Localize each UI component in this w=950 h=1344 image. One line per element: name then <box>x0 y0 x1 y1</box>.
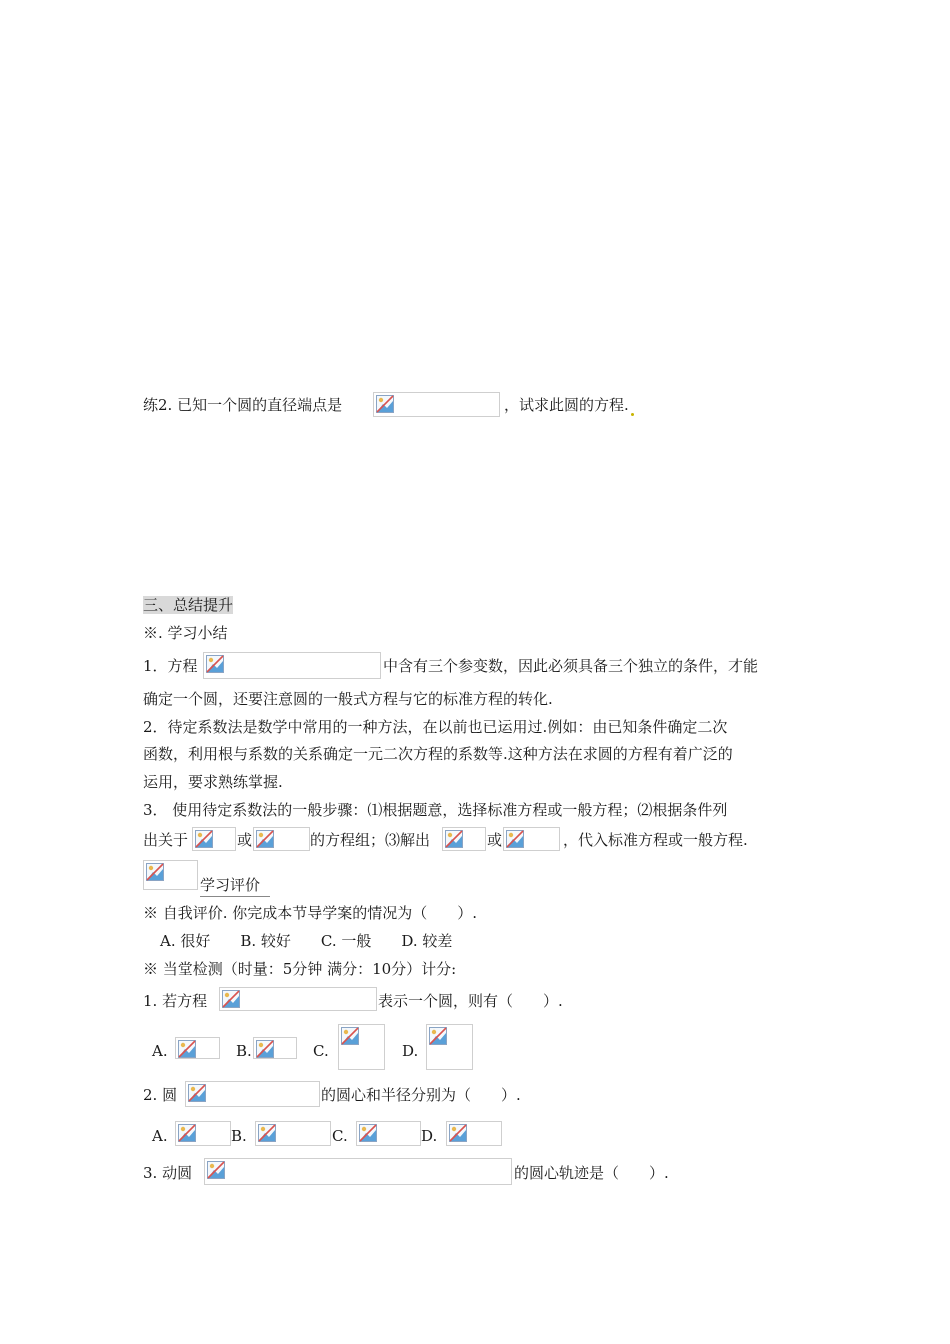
q2-option-d-image <box>446 1121 502 1146</box>
broken-image-icon <box>188 1084 206 1102</box>
quiz-intro: ※ 当堂检测（时量：5分钟 满分：10分）计分: <box>143 960 457 978</box>
q3-suffix: 的圆心轨迹是（ ）. <box>514 1164 669 1182</box>
summary-item-1-mid: 中含有三个参变数，因此必须具备三个独立的条件，才能 <box>383 657 759 675</box>
exercise-2 <box>143 394 342 416</box>
summary-item-2-line-3: 运用，要求熟练掌握. <box>143 773 283 791</box>
broken-image-icon <box>341 1027 359 1045</box>
q1-option-b-image <box>253 1037 297 1059</box>
q1-option-d-label: D. <box>402 1042 419 1060</box>
summary-item-3-line-1: 3． 使用待定系数法的一般步骤：⑴根据题意，选择标准方程或一般方程；⑵根据条件列 <box>143 801 728 819</box>
broken-image-icon <box>258 1124 276 1142</box>
q1-option-a-label: A. <box>152 1042 168 1060</box>
q2-option-b-label: B. <box>231 1127 247 1145</box>
broken-image-icon <box>256 830 274 848</box>
q2-option-c-label: C. <box>332 1127 348 1145</box>
q2-prefix: 2. 圆 <box>143 1086 178 1104</box>
q2-option-d-label: D. <box>421 1127 438 1145</box>
q2-suffix: 的圆心和半径分别为（ ）. <box>321 1086 521 1104</box>
broken-image-icon <box>506 830 524 848</box>
broken-image-icon <box>359 1124 377 1142</box>
q1-option-a-image <box>175 1037 220 1059</box>
summary-item-2-line-2: 函数，利用根与系数的关系确定一元二次方程的系数等.这种方法在求圆的方程有着广泛的 <box>143 745 733 763</box>
broken-image-icon <box>449 1124 467 1142</box>
broken-image-icon <box>256 1040 274 1058</box>
q2-formula-image <box>185 1081 320 1107</box>
formula-image-def-2 <box>503 827 560 851</box>
broken-image-icon <box>178 1040 196 1058</box>
broken-image-icon <box>445 830 463 848</box>
q2-option-a-image <box>175 1121 231 1146</box>
formula-image-general-equation <box>203 652 381 679</box>
broken-image-icon <box>376 395 394 413</box>
q1-formula-image <box>219 987 377 1011</box>
evaluation-section-image <box>143 860 198 890</box>
formula-image-diameter-endpoints <box>373 392 500 417</box>
broken-image-icon <box>195 830 213 848</box>
summary-item-1-end: 确定一个圆，还要注意圆的一般式方程与它的标准方程的转化. <box>143 690 553 708</box>
section-heading <box>143 594 233 616</box>
summary-subheading: ※. 学习小结 <box>143 624 228 642</box>
self-evaluation-options: A. 很好 B. 较好 C. 一般 D. 较差 <box>160 932 453 950</box>
summary-item-3-or-1: 或 <box>237 831 253 849</box>
exercise-2-prefix: 练2. 已知一个圆的直径端点是 <box>143 396 343 414</box>
summary-heading: 三、总结提升 <box>143 596 234 614</box>
summary-item-3-text-1: 出关于 <box>143 831 189 849</box>
q2-option-a-label: A. <box>152 1127 168 1145</box>
broken-image-icon <box>207 1161 225 1179</box>
q1-option-c-label: C. <box>313 1042 329 1060</box>
summary-item-3-text-3: ，代入标准方程或一般方程. <box>563 831 748 849</box>
formula-image-abr <box>192 827 236 851</box>
summary-item-2-line-1: 2．待定系数法是数学中常用的一种方法，在以前也已运用过.例如：由已知条件确定二次 <box>143 718 728 736</box>
q1-option-b-label: B. <box>236 1042 252 1060</box>
q3-prefix: 3. 动圆 <box>143 1164 193 1182</box>
evaluation-title: 学习评价 <box>200 874 270 897</box>
self-evaluation: ※ 自我评价. 你完成本节导学案的情况为（ ）. <box>143 904 478 922</box>
summary-item-3-text-2: 的方程组；⑶解出 <box>310 831 431 849</box>
broken-image-icon <box>429 1027 447 1045</box>
broken-image-icon <box>178 1124 196 1142</box>
q3-formula-image <box>204 1158 512 1185</box>
broken-image-icon <box>206 655 224 673</box>
q1-prefix: 1. 若方程 <box>143 992 208 1010</box>
q1-option-c-image <box>338 1024 385 1070</box>
formula-image-def <box>253 827 310 851</box>
q1-suffix: 表示一个圆，则有（ ）. <box>378 992 563 1010</box>
q1-option-d-image <box>426 1024 473 1070</box>
q2-option-c-image <box>356 1121 421 1146</box>
summary-item-3-or-2: 或 <box>487 831 503 849</box>
summary-item-1-start: 1．方程 <box>143 657 198 675</box>
broken-image-icon <box>146 863 164 881</box>
exercise-2-end <box>504 394 634 416</box>
exercise-2-suffix: ，试求此圆的方程. <box>504 396 629 414</box>
broken-image-icon <box>222 990 240 1008</box>
q2-option-b-image <box>255 1121 331 1146</box>
formula-image-abr-2 <box>442 827 486 851</box>
